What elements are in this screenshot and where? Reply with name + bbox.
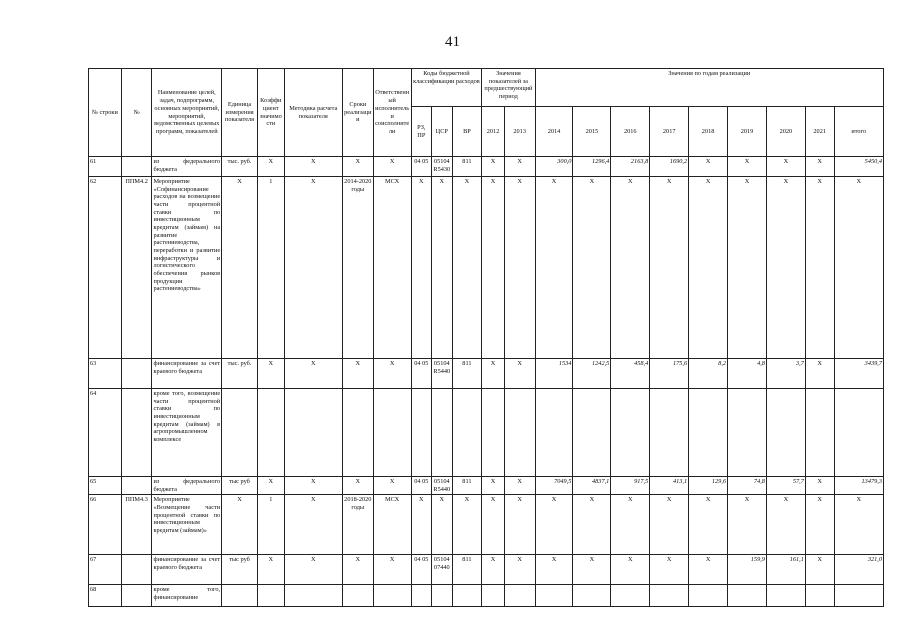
header-year-2013: 2013 xyxy=(504,107,535,157)
method-cell: X xyxy=(284,157,342,177)
header-terms: Сроки реализации xyxy=(342,69,373,157)
number-cell xyxy=(121,359,152,389)
header-year: 2014 xyxy=(535,107,573,157)
coefficient-cell xyxy=(257,585,284,607)
year-value-cell: 74,8 xyxy=(728,477,767,495)
year-value-cell xyxy=(573,585,611,607)
terms-cell: 2014-2020 годы xyxy=(342,177,373,359)
table-row xyxy=(89,157,884,177)
unit-cell: X xyxy=(222,177,258,359)
year-value-cell: X xyxy=(805,477,834,495)
method-cell: X xyxy=(284,359,342,389)
year-value-cell: 8,2 xyxy=(689,359,728,389)
csr-cell: X xyxy=(432,495,452,555)
year-value-cell xyxy=(728,389,767,477)
year-2013-cell: X xyxy=(504,555,535,585)
year-value-cell xyxy=(805,389,834,477)
year-2013-cell: X xyxy=(504,359,535,389)
vr-cell: 811 xyxy=(452,359,482,389)
responsible-cell: X xyxy=(373,477,411,495)
year-value-cell xyxy=(805,585,834,607)
year-value-cell xyxy=(611,389,650,477)
year-2013-cell: X xyxy=(504,177,535,359)
header-year: 2020 xyxy=(766,107,805,157)
year-value-cell: X xyxy=(728,495,767,555)
method-cell xyxy=(284,585,342,607)
vr-cell xyxy=(452,389,482,477)
year-value-cell: X xyxy=(805,157,834,177)
header-responsible: Ответственный исполнитель и соисполнители xyxy=(373,69,411,157)
year-value-cell: 57,7 xyxy=(766,477,805,495)
name-cell: Мероприятие «Софинансирование расходов на возмещение части процентной ставки по инвестиционным кредитам (займам) на развитие растениеводства, переработки и развитие инфраструктуры и логистического обеспечения рынков продукции растениеводства» xyxy=(152,177,222,359)
year-value-cell: X xyxy=(611,555,650,585)
year-value-cell xyxy=(766,389,805,477)
rzpr-cell: 04 05 xyxy=(411,477,431,495)
year-value-cell: 1534 xyxy=(535,359,573,389)
header-unit: Единица измерения показателя xyxy=(222,69,258,157)
name-cell: из федерального бюджета xyxy=(152,157,222,177)
year-value-cell xyxy=(650,389,689,477)
unit-cell: тыс руб xyxy=(222,477,258,495)
year-value-cell: X xyxy=(611,495,650,555)
table-row xyxy=(89,555,884,585)
number-cell: ППМ4.3 xyxy=(121,495,152,555)
total-cell xyxy=(834,389,883,477)
table-row xyxy=(89,389,884,477)
year-value-cell xyxy=(573,389,611,477)
terms-cell: X xyxy=(342,477,373,495)
number-cell xyxy=(121,477,152,495)
year-value-cell xyxy=(535,585,573,607)
year-value-cell: X xyxy=(728,177,767,359)
header-total: итого xyxy=(834,107,883,157)
name-cell: кроме того, финансирование xyxy=(152,585,222,607)
row-number-cell: 67 xyxy=(89,555,122,585)
year-2012-cell xyxy=(482,389,505,477)
year-value-cell: 917,5 xyxy=(611,477,650,495)
responsible-cell xyxy=(373,389,411,477)
year-value-cell: 300,0 xyxy=(535,157,573,177)
vr-cell: 811 xyxy=(452,157,482,177)
year-value-cell: X xyxy=(805,177,834,359)
name-cell: Мероприятие «Возмещение части процентной ставки по инвестиционным кредитам (займам)» xyxy=(152,495,222,555)
table-row xyxy=(89,359,884,389)
year-value-cell: 129,6 xyxy=(689,477,728,495)
vr-cell: X xyxy=(452,177,482,359)
year-value-cell: 161,1 xyxy=(766,555,805,585)
indicators-table xyxy=(88,68,884,607)
year-value-cell: 3,7 xyxy=(766,359,805,389)
terms-cell xyxy=(342,585,373,607)
year-value-cell xyxy=(689,389,728,477)
number-cell xyxy=(121,157,152,177)
row-number-cell: 64 xyxy=(89,389,122,477)
year-2013-cell xyxy=(504,389,535,477)
year-value-cell: X xyxy=(689,157,728,177)
rzpr-cell: X xyxy=(411,495,431,555)
total-cell: 3439,7 xyxy=(834,359,883,389)
method-cell: X xyxy=(284,177,342,359)
vr-cell: 811 xyxy=(452,555,482,585)
header-vr: ВР xyxy=(452,107,482,157)
method-cell: X xyxy=(284,555,342,585)
terms-cell: 2018-2020 годы xyxy=(342,495,373,555)
coefficient-cell xyxy=(257,389,284,477)
year-2013-cell: X xyxy=(504,495,535,555)
table-row xyxy=(89,495,884,555)
header-budget-codes: Коды бюджетной классификации расходов xyxy=(411,69,482,107)
year-2012-cell: X xyxy=(482,477,505,495)
csr-cell: 05104 R5430 xyxy=(432,157,452,177)
table-row xyxy=(89,177,884,359)
row-number-cell: 62 xyxy=(89,177,122,359)
name-cell: кроме того, возмещение части процентной ставки по инвестиционным кредитам (займам) в агропромышленном комплексе xyxy=(152,389,222,477)
terms-cell: X xyxy=(342,359,373,389)
year-2012-cell: X xyxy=(482,359,505,389)
year-2012-cell xyxy=(482,585,505,607)
year-value-cell: X xyxy=(573,555,611,585)
year-value-cell xyxy=(535,389,573,477)
year-value-cell: X xyxy=(766,495,805,555)
header-year: 2019 xyxy=(728,107,767,157)
year-2013-cell xyxy=(504,585,535,607)
csr-cell xyxy=(432,389,452,477)
year-value-cell: X xyxy=(611,177,650,359)
header-year: 2021 xyxy=(805,107,834,157)
year-value-cell: X xyxy=(805,495,834,555)
year-value-cell: X xyxy=(689,495,728,555)
unit-cell: X xyxy=(222,495,258,555)
method-cell xyxy=(284,389,342,477)
year-value-cell: 458,4 xyxy=(611,359,650,389)
table-row xyxy=(89,477,884,495)
year-value-cell: 1690,2 xyxy=(650,157,689,177)
table-body xyxy=(89,157,884,607)
header-year: 2017 xyxy=(650,107,689,157)
year-value-cell: X xyxy=(728,157,767,177)
year-value-cell: 2163,8 xyxy=(611,157,650,177)
header-coefficient: Коэффициент значимости xyxy=(257,69,284,157)
unit-cell: тыс. руб. xyxy=(222,157,258,177)
total-cell: 5450,4 xyxy=(834,157,883,177)
year-value-cell xyxy=(766,585,805,607)
rzpr-cell: 04 05 xyxy=(411,359,431,389)
responsible-cell: X xyxy=(373,359,411,389)
year-value-cell: 7049,5 xyxy=(535,477,573,495)
year-2012-cell: X xyxy=(482,157,505,177)
coefficient-cell: X xyxy=(257,157,284,177)
year-value-cell: X xyxy=(689,177,728,359)
row-number-cell: 65 xyxy=(89,477,122,495)
year-value-cell: 413,1 xyxy=(650,477,689,495)
header-year-2012: 2012 xyxy=(482,107,505,157)
year-value-cell xyxy=(611,585,650,607)
year-value-cell: X xyxy=(766,177,805,359)
header-year: 2015 xyxy=(573,107,611,157)
year-2012-cell: X xyxy=(482,555,505,585)
responsible-cell: МСХ xyxy=(373,177,411,359)
unit-cell xyxy=(222,585,258,607)
year-value-cell: X xyxy=(805,555,834,585)
year-value-cell: 4837,1 xyxy=(573,477,611,495)
csr-cell: 05104 R5440 xyxy=(432,477,452,495)
row-number-cell: 61 xyxy=(89,157,122,177)
responsible-cell: X xyxy=(373,157,411,177)
coefficient-cell: X xyxy=(257,555,284,585)
header-rzpr: РЗ, ПР xyxy=(411,107,431,157)
coefficient-cell: X xyxy=(257,359,284,389)
year-value-cell: X xyxy=(573,495,611,555)
row-number-cell: 63 xyxy=(89,359,122,389)
number-cell xyxy=(121,389,152,477)
rzpr-cell: 04 05 xyxy=(411,555,431,585)
header-name: Наименование целей, задач, подпрограмм, основных мероприятий, мероприятий, ведомственных целевых программ, показателей xyxy=(152,69,222,157)
terms-cell: X xyxy=(342,555,373,585)
number-cell xyxy=(121,585,152,607)
header-csr: ЦСР xyxy=(432,107,452,157)
number-cell xyxy=(121,555,152,585)
year-value-cell: X xyxy=(766,157,805,177)
csr-cell xyxy=(432,585,452,607)
year-value-cell: X xyxy=(573,177,611,359)
name-cell: финансирование за счет краевого бюджета xyxy=(152,359,222,389)
csr-cell: 05104 07440 xyxy=(432,555,452,585)
unit-cell: тыс руб xyxy=(222,555,258,585)
total-cell: 321,0 xyxy=(834,555,883,585)
year-value-cell: 175,6 xyxy=(650,359,689,389)
year-2012-cell: X xyxy=(482,177,505,359)
year-value-cell: X xyxy=(535,555,573,585)
coefficient-cell: 1 xyxy=(257,495,284,555)
year-2013-cell: X xyxy=(504,477,535,495)
table-row xyxy=(89,585,884,607)
year-value-cell xyxy=(728,585,767,607)
header-prev-values: Значения показателей за предшествующий период xyxy=(482,69,535,107)
year-2013-cell: X xyxy=(504,157,535,177)
header-year-values: Значения по годам реализации xyxy=(535,69,883,107)
year-value-cell: X xyxy=(650,495,689,555)
year-value-cell: X xyxy=(650,177,689,359)
page-number: 41 xyxy=(445,34,460,50)
row-number-cell: 66 xyxy=(89,495,122,555)
year-value-cell: 159,9 xyxy=(728,555,767,585)
terms-cell: X xyxy=(342,157,373,177)
year-value-cell: X xyxy=(805,359,834,389)
row-number-cell: 68 xyxy=(89,585,122,607)
header-year: 2016 xyxy=(611,107,650,157)
header-year: 2018 xyxy=(689,107,728,157)
year-value-cell: 1296,4 xyxy=(573,157,611,177)
rzpr-cell: X xyxy=(411,177,431,359)
csr-cell: X xyxy=(432,177,452,359)
year-value-cell xyxy=(689,585,728,607)
coefficient-cell: X xyxy=(257,477,284,495)
year-value-cell: X xyxy=(689,555,728,585)
name-cell: финансирование за счет краевого бюджета xyxy=(152,555,222,585)
method-cell: X xyxy=(284,477,342,495)
header-number: № xyxy=(121,69,152,157)
year-value-cell: X xyxy=(535,495,573,555)
responsible-cell: X xyxy=(373,555,411,585)
year-2012-cell: X xyxy=(482,495,505,555)
unit-cell: тыс. руб. xyxy=(222,359,258,389)
vr-cell xyxy=(452,585,482,607)
vr-cell: X xyxy=(452,495,482,555)
rzpr-cell xyxy=(411,389,431,477)
total-cell: 13479,3 xyxy=(834,477,883,495)
year-value-cell: 4,8 xyxy=(728,359,767,389)
total-cell: X xyxy=(834,177,883,359)
unit-cell xyxy=(222,389,258,477)
total-cell xyxy=(834,585,883,607)
year-value-cell: 1242,5 xyxy=(573,359,611,389)
header-row-number: № строки xyxy=(89,69,122,157)
year-value-cell: X xyxy=(650,555,689,585)
coefficient-cell: 1 xyxy=(257,177,284,359)
responsible-cell: МСХ xyxy=(373,495,411,555)
header-method: Методика расчета показателя xyxy=(284,69,342,157)
year-value-cell: X xyxy=(535,177,573,359)
name-cell: из федерального бюджета xyxy=(152,477,222,495)
number-cell: ППМ4.2 xyxy=(121,177,152,359)
total-cell: X xyxy=(834,495,883,555)
rzpr-cell xyxy=(411,585,431,607)
year-value-cell xyxy=(650,585,689,607)
terms-cell xyxy=(342,389,373,477)
csr-cell: 05104 R5440 xyxy=(432,359,452,389)
method-cell: X xyxy=(284,495,342,555)
responsible-cell xyxy=(373,585,411,607)
rzpr-cell: 04 05 xyxy=(411,157,431,177)
vr-cell: 811 xyxy=(452,477,482,495)
